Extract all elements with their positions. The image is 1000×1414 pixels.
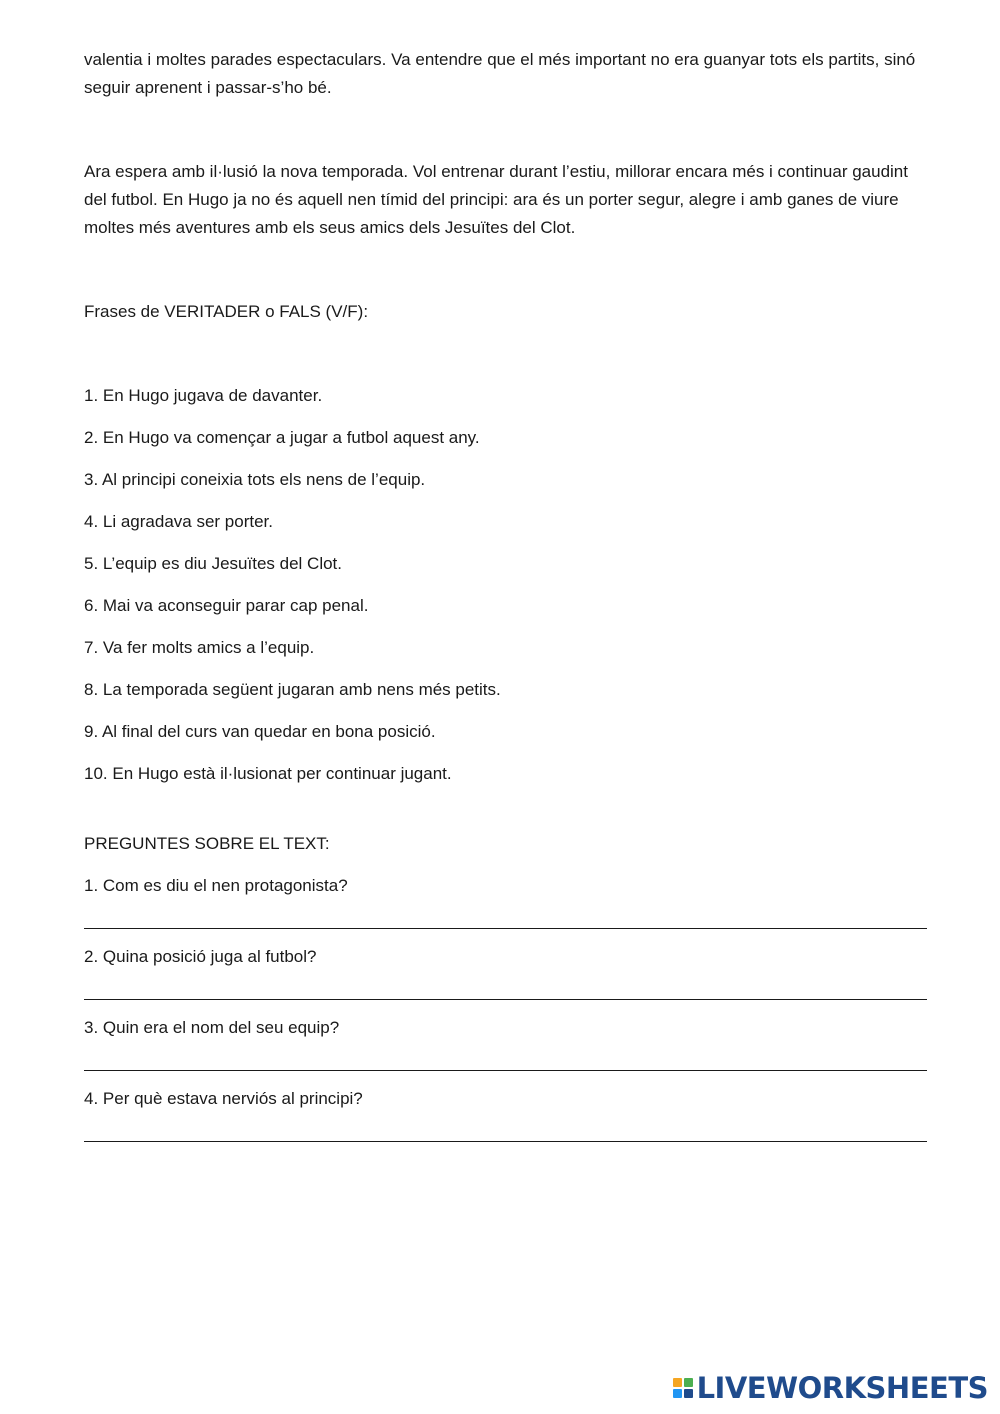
- logo-square-2: [684, 1378, 693, 1387]
- answer-line[interactable]: [84, 999, 927, 1000]
- story-paragraph-1: valentia i moltes parades espectaculars. Va entendre que el més important no era guanyar tots els partits, sinó seguir aprenent i passar-s’ho bé.: [84, 50, 916, 97]
- answer-line[interactable]: [84, 928, 927, 929]
- story-paragraph-2: Ara espera amb il·lusió la nova temporada. Vol entrenar durant l’estiu, millorar encara més i continuar gaudint del futbol. En Hugo ja no és aquell nen tímid del principi: ara és un porter segur, alegre i amb ganes de viure moltes més aventures amb els seus amics dels Jesuïtes del Clot.: [84, 162, 908, 237]
- question-text: 1. Com es diu el nen protagonista?: [84, 876, 348, 895]
- question-block-4: [84, 1085, 929, 1142]
- liveworksheets-logo: [673, 1372, 988, 1404]
- true-false-list: [84, 382, 929, 788]
- true-false-title: Frases de VERITADER o FALS (V/F):: [84, 302, 369, 321]
- true-false-item: 9. Al final del curs van quedar en bona posició.: [84, 722, 436, 741]
- liveworksheets-logo-icon: [673, 1378, 693, 1398]
- true-false-item: 1. En Hugo jugava de davanter.: [84, 386, 323, 405]
- question-text: 4. Per què estava nerviós al principi?: [84, 1089, 363, 1108]
- logo-square-4: [684, 1389, 693, 1398]
- answer-line[interactable]: [84, 1070, 927, 1071]
- questions-title: PREGUNTES SOBRE EL TEXT:: [84, 834, 330, 853]
- question-block-3: [84, 1014, 929, 1071]
- true-false-item: 3. Al principi coneixia tots els nens de l’equip.: [84, 470, 426, 489]
- true-false-item: 5. L’equip es diu Jesuïtes del Clot.: [84, 554, 342, 573]
- true-false-item: 10. En Hugo està il·lusionat per continuar jugant.: [84, 764, 452, 783]
- true-false-item: 6. Mai va aconseguir parar cap penal.: [84, 596, 369, 615]
- true-false-item: 2. En Hugo va començar a jugar a futbol aquest any.: [84, 428, 480, 447]
- logo-square-1: [673, 1378, 682, 1387]
- question-text: 2. Quina posició juga al futbol?: [84, 947, 317, 966]
- true-false-item: 8. La temporada següent jugaran amb nens més petits.: [84, 680, 501, 699]
- question-block-2: [84, 943, 929, 1000]
- true-false-item: 4. Li agradava ser porter.: [84, 512, 274, 531]
- question-text: 3. Quin era el nom del seu equip?: [84, 1018, 340, 1037]
- true-false-item: 7. Va fer molts amics a l’equip.: [84, 638, 315, 657]
- question-block-1: [84, 872, 929, 929]
- answer-line[interactable]: [84, 1141, 927, 1142]
- worksheet-page: [84, 46, 929, 1156]
- liveworksheets-logo-text: LIVEWORKSHEETS: [696, 1371, 988, 1405]
- logo-square-3: [673, 1389, 682, 1398]
